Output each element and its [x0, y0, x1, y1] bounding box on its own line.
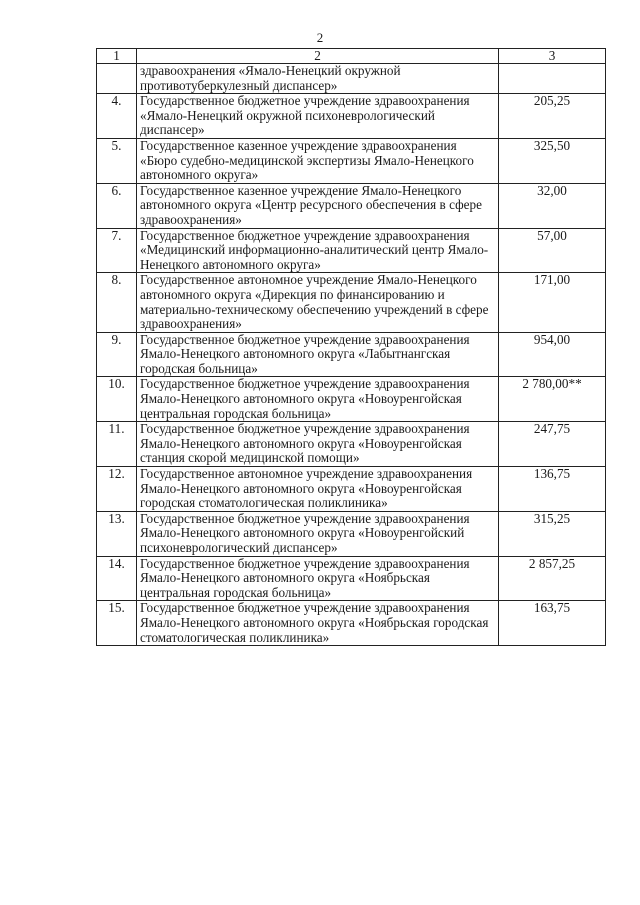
row-number: 10. — [97, 377, 137, 422]
table-row — [97, 138, 606, 183]
institution-name: Государственное автономное учреждение Ямало-Ненецкого автономного округа «Дирекция по финансированию и материально-техническому обеспечению учреждений в сфере здравоохранения» — [137, 273, 499, 332]
institution-name: Государственное бюджетное учреждение здравоохранения Ямало-Ненецкого автономного округа «Ноябрьская центральная городская больница» — [137, 556, 499, 601]
row-value: 136,75 — [499, 467, 606, 512]
institution-name: Государственное бюджетное учреждение здравоохранения Ямало-Ненецкого автономного округа «Ноябрьская городская стоматологическая поликлиника» — [137, 601, 499, 646]
row-number: 7. — [97, 228, 137, 273]
institutions-table — [96, 48, 606, 646]
row-number: 4. — [97, 94, 137, 139]
row-value: 171,00 — [499, 273, 606, 332]
institution-name: Государственное бюджетное учреждение здравоохранения «Медицинский информационно-аналитический центр Ямало-Ненецкого автономного округа» — [137, 228, 499, 273]
column-header-2: 2 — [137, 49, 499, 64]
table-header-row — [97, 49, 606, 64]
row-value: 32,00 — [499, 183, 606, 228]
column-header-1: 1 — [97, 49, 137, 64]
row-value: 57,00 — [499, 228, 606, 273]
row-value: 315,25 — [499, 511, 606, 556]
institution-name: Государственное казенное учреждение Ямало-Ненецкого автономного округа «Центр ресурсного обеспечения в сфере здравоохранения» — [137, 183, 499, 228]
table-row — [97, 94, 606, 139]
table-row — [97, 377, 606, 422]
institution-name: здравоохранения «Ямало-Ненецкий окружной противотуберкулезный диспансер» — [137, 64, 499, 94]
page-number: 2 — [316, 30, 324, 45]
row-number: 11. — [97, 422, 137, 467]
table-row — [97, 273, 606, 332]
row-value: 247,75 — [499, 422, 606, 467]
row-number: 5. — [97, 138, 137, 183]
row-value — [499, 64, 606, 94]
column-header-3: 3 — [499, 49, 606, 64]
table-row — [97, 228, 606, 273]
row-number: 15. — [97, 601, 137, 646]
table-row — [97, 556, 606, 601]
row-number: 8. — [97, 273, 137, 332]
table-row — [97, 601, 606, 646]
row-value: 325,50 — [499, 138, 606, 183]
institution-name: Государственное бюджетное учреждение здравоохранения Ямало-Ненецкого автономного округа «Новоуренгойская центральная городская больница» — [137, 377, 499, 422]
institution-name: Государственное бюджетное учреждение здравоохранения Ямало-Ненецкого автономного округа «Лабытнангская городская больница» — [137, 332, 499, 377]
row-number: 12. — [97, 467, 137, 512]
table-row — [97, 183, 606, 228]
table-row — [97, 64, 606, 94]
row-value: 954,00 — [499, 332, 606, 377]
table-row — [97, 332, 606, 377]
row-number: 14. — [97, 556, 137, 601]
row-value: 2 857,25 — [499, 556, 606, 601]
row-number — [97, 64, 137, 94]
institution-name: Государственное бюджетное учреждение здравоохранения Ямало-Ненецкого автономного округа «Новоуренгойская станция скорой медицинской помощи» — [137, 422, 499, 467]
institution-name: Государственное автономное учреждение здравоохранения Ямало-Ненецкого автономного округа «Новоуренгойская городская стоматологическая поликлиника» — [137, 467, 499, 512]
row-value: 205,25 — [499, 94, 606, 139]
row-number: 6. — [97, 183, 137, 228]
row-value: 163,75 — [499, 601, 606, 646]
table-row — [97, 422, 606, 467]
table-row — [97, 511, 606, 556]
institution-name: Государственное бюджетное учреждение здравоохранения «Ямало-Ненецкий окружной психоневрологический диспансер» — [137, 94, 499, 139]
institution-name: Государственное бюджетное учреждение здравоохранения Ямало-Ненецкого автономного округа «Новоуренгойский психоневрологический диспансер» — [137, 511, 499, 556]
row-number: 9. — [97, 332, 137, 377]
row-value: 2 780,00** — [499, 377, 606, 422]
institution-name: Государственное казенное учреждение здравоохранения «Бюро судебно-медицинской экспертизы Ямало-Ненецкого автономного округа» — [137, 138, 499, 183]
table-row — [97, 467, 606, 512]
row-number: 13. — [97, 511, 137, 556]
